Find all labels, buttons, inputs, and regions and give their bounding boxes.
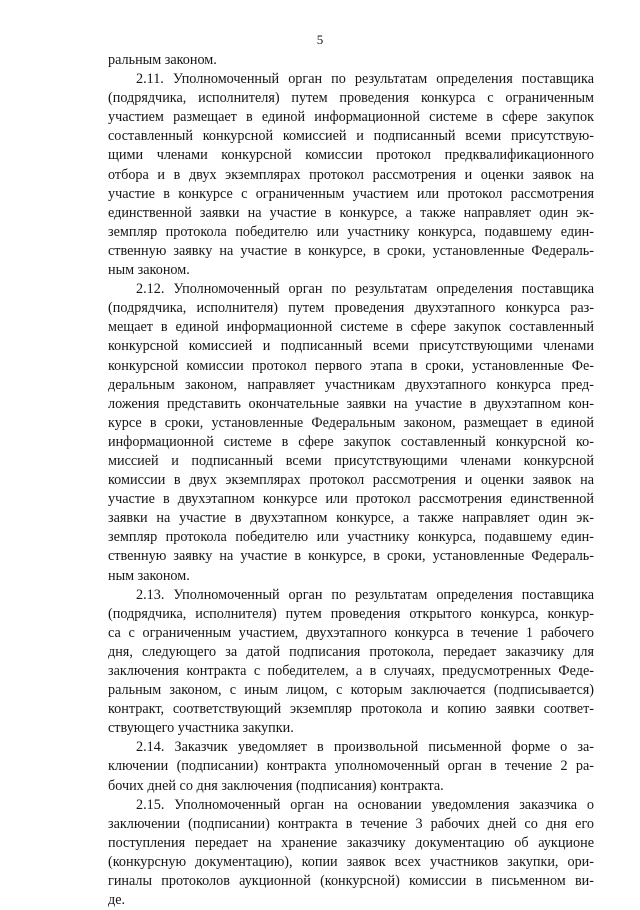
text-line: ствующего участника закупки.	[108, 720, 294, 737]
text-line: гиналы протоколов аукционной (конкурсной) комиссии в письменном ви-	[108, 873, 594, 890]
text-line: са с ограниченным участием, двухэтапного конкурса в течение 1 рабочего	[108, 624, 594, 641]
text-line: заявки на участие в двухэтапном конкурсе, а также направляет один эк-	[108, 510, 594, 527]
text-line: 2.14. Заказчик уведомляет в произвольной письменной форме о за-	[136, 739, 594, 756]
text-line: ным законом.	[108, 262, 190, 279]
text-line: информационной системе в сфере закупок составленный конкурсной ко-	[108, 433, 594, 450]
text-line: (подрядчика, исполнителя) путем проведения конкурса с ограниченным	[108, 90, 594, 107]
paragraph-clause-2-11	[108, 70, 594, 280]
text-line: составленный конкурсной комиссией и подписанный всеми присутствую-	[108, 128, 594, 145]
text-line: ным законом.	[108, 567, 190, 584]
text-line: ственную заявку на участие в конкурсе, в сроки, установленные Федераль-	[108, 242, 594, 259]
text-line: (конкурсную документацию), копии заявок всех участников закупки, ори-	[108, 853, 594, 870]
text-line: (подрядчика, исполнителя) путем проведения двухэтапного конкурса раз-	[108, 300, 594, 317]
text-line: дня, следующего за датой подписания протокола, передает заказчику для	[108, 643, 594, 660]
text-line: миссией и подписанный всеми присутствующими членами конкурсной	[108, 452, 594, 469]
text-line: конкурсной комиссии протокол первого этапа в сроки, установленные Фе-	[108, 357, 594, 374]
text-line: контракт, соответствующий экземпляр протокола и копию заявки соответ-	[108, 701, 594, 718]
text-line: ральным законом.	[108, 52, 217, 68]
text-line: земпляр протокола победителю или участнику конкурса, подавшему един-	[108, 223, 594, 240]
text-line: земпляр протокола победителю или участнику конкурса, подавшему един-	[108, 529, 594, 546]
document-body	[108, 51, 594, 910]
paragraph-clause-2-12	[108, 280, 594, 586]
paragraph-continuation	[108, 51, 594, 70]
text-line: комиссии в двух экземплярах протокол рассмотрения и оценки заявок на	[108, 472, 594, 489]
text-line: поступления передает на хранение заказчику документацию об аукционе	[108, 834, 594, 851]
text-line: ложения представить окончательные заявки на участие в двухэтапном кон-	[108, 395, 594, 412]
text-line: ключении (подписании) контракта уполномоченный орган в течение 2 ра-	[108, 758, 594, 775]
text-line: 2.11. Уполномоченный орган по результатам определения поставщика	[136, 71, 594, 88]
text-line: деральным законом, направляет участникам двухэтапного конкурса пред-	[108, 376, 594, 393]
paragraph-clause-2-13	[108, 586, 594, 739]
page-number: 5	[316, 32, 324, 47]
text-line: ральным законом, с иным лицом, с которым заключается (подписывается)	[108, 682, 594, 699]
text-line: 2.15. Уполномоченный орган на основании уведомления заказчика о	[136, 796, 594, 813]
text-line: щими членами конкурсной комиссии протокол предквалификационного	[108, 147, 594, 164]
text-line: мещает в единой информационной системе в сфере закупок составленный	[108, 319, 594, 336]
text-line: (подрядчика, исполнителя) путем проведения открытого конкурса, конкур-	[108, 605, 594, 622]
text-line: единственной заявки на участие в конкурсе, а также направляет один эк-	[108, 204, 594, 221]
text-line: 2.12. Уполномоченный орган по результатам определения поставщика	[136, 281, 594, 298]
text-line: заключении (подписании) контракта в течение 3 рабочих дней со дня его	[108, 815, 594, 832]
text-line: отбора и в двух экземплярах протокол рассмотрения и оценки заявок на	[108, 166, 594, 183]
text-line: бочих дней со дня заключения (подписания) контракта.	[108, 777, 444, 794]
paragraph-clause-2-14	[108, 738, 594, 795]
text-line: 2.13. Уполномоченный орган по результатам определения поставщика	[136, 586, 594, 603]
text-line: участие в конкурсе с ограниченным участием или протокол рассмотрения	[108, 185, 594, 202]
text-line: участие в двухэтапном конкурсе или протокол рассмотрения единственной	[108, 491, 594, 508]
text-line: заключения контракта с победителем, а в случаях, предусмотренных Феде-	[108, 663, 594, 679]
text-line: де.	[108, 892, 126, 909]
text-line: участием размещает в единой информационной системе в сфере закупок	[108, 109, 594, 126]
text-line: конкурсной комиссией и подписанный всеми присутствующими членами	[108, 338, 594, 355]
text-line: курсе в сроки, установленные Федеральным законом, размещает в единой	[108, 414, 594, 431]
paragraph-clause-2-15	[108, 796, 594, 910]
text-line: ственную заявку на участие в конкурсе, в сроки, установленные Федераль-	[108, 548, 594, 565]
